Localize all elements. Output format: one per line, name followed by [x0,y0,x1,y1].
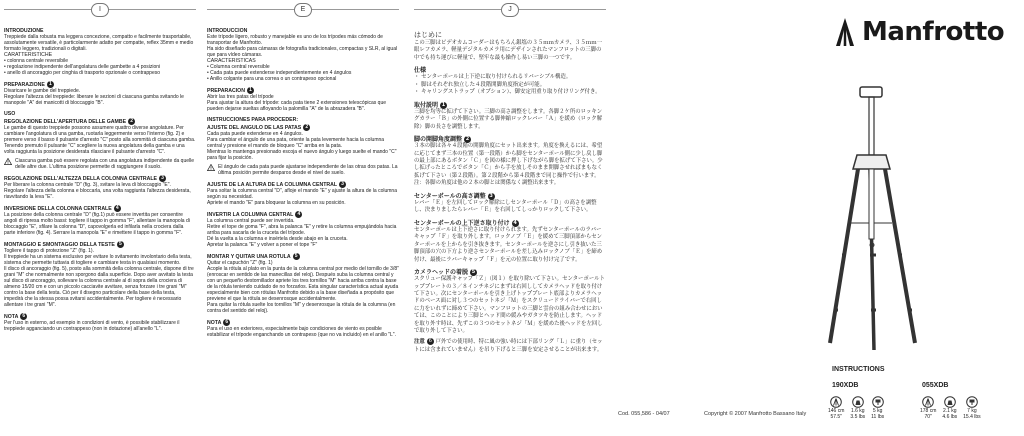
intro-section [207,28,399,82]
cover-panel [612,0,1024,436]
spec-max-height: 146 cm 57.5" [828,396,844,420]
tripod-illustration [812,85,932,360]
section-title: カメラヘッドの着脱 5 [414,268,476,276]
step-number-icon: 6 [223,319,230,326]
model-specs-190xdb [828,396,884,420]
section-title: REGOLAZIONE DELL'APERTURA DELLE GAMBE 2 [4,118,196,125]
step-number-icon: 1 [47,81,54,88]
height-section [414,193,606,215]
manfrotto-logo [832,16,1004,48]
invert-section [4,205,196,236]
step-number-icon: 5 [471,268,476,275]
step-number-icon: 6 [428,338,432,345]
document-code: Cod. 055,586 - 04/07 [618,411,670,417]
section-title: INTRODUCCION [207,28,248,34]
section-title: センターポールの上下逆さ取り付け 4 [414,219,517,227]
step-number-icon: 3 [159,175,166,182]
step-number-icon: 1 [441,101,446,108]
section-text: この三脚はビデオカムコーダーはもちろん銀塩の３５ｍｍカメラ、３５ｍｍ一眼レフカメラ、軽量デジタルカメラ用にデザインされたマンフロットの三脚の中でも持ち運びに軽量で、堅牢な最も操作し易い三脚の一つです。 [414,40,602,61]
section-title: INVERSIONE DELLA COLONNA CENTRALE 4 [4,205,196,212]
weight-icon [852,396,864,408]
section-text: Le gambe di questo treppiede possono assumere quattro diverse angolature. Per cambiare l'angolatura di una gamba, ruotarla leggermente verso l'interno (fig. 2) e premere verso il basso il pulsante d'arresto "C" posto alla sommità di ciascuna gamba. Tenendo premuto il pulsante "C" scegliere la nuova angolatura della gamba e una volta raggiunta la posizione desiderata rilasciare il pulsante d'arresto "C". [4,124,196,155]
section-title: MONTAR Y QUITAR UNA ROTULA 5 [207,253,399,260]
section-title: はじめに [414,31,442,39]
section-text: Para soltar la columna central "D", afloje el mando "E" y ajuste la altura de la columna según su necesidad. Apriete el mando "E" para bloquear la columna en su posición. [207,187,397,206]
section-text: センターポールは上下逆さに取り付けられます。先ずセンターポールのラバーキャップ「Ｆ」を取り外します。ロックノブ「Ｅ」を緩めて三脚頂部からセンターポールを上からを引き抜きます。センターポールを逆さにし引き抜いた三脚頂部の穴の下方より逆さセンターポールを差し込みロックノブ「Ｅ」を締め付け、最後にラバーキャップ「Ｆ」を元の位置に取り付け完了です。 [414,226,603,263]
instructions-label: INSTRUCTIONS [832,366,885,373]
invert-section [414,220,606,264]
prep-section [414,102,606,131]
warning-note: Ciascuna gamba può essere regolata con una angolatura indipendente da quelle delle altre due. L'ultima posizione permette di raggiungere il suolo. [4,158,196,170]
section-title: INVERTIR LA COLUMNA CENTRAL 4 [207,211,399,218]
section-title: USO [4,111,16,118]
model-name: 055XDB [922,382,949,389]
mount-section [414,269,606,335]
max-height-icon [830,396,842,408]
language-badge: E [294,3,312,17]
height-section [4,175,196,200]
step-number-icon: 2 [465,136,470,143]
language-badge: J [501,3,519,17]
weight-icon [944,396,956,408]
load-capacity-icon [966,396,978,408]
section-text: Per l'uso in esterno, ad esempio in condizioni di vento, è possibile stabilizzare il treppiede agganciando un contrappeso (non in dotazione) all'anello "L". [4,320,180,333]
section-text: 注意 6 戸外での使用時、特に風の強い時には下部リング「Ｌ」に重り（セットには含まれていません）を吊り下げると三脚を安定させることが出来ます。 [414,338,603,353]
section-text: Para el uso en exteriores, especialmente bajo condiciones de viento es posible estabilizar el trípode enganchando un contrapeso (que no va incluido) en el anillo "L". [207,326,396,339]
japanese-column [410,0,610,436]
section-title: 取付説明 1 [414,101,446,109]
language-badge: I [91,3,109,17]
note-section [4,313,196,332]
manfrotto-tripod-logo-icon [832,16,858,48]
step-number-icon: 3 [489,192,493,199]
spanish-column [203,0,403,436]
warning-icon [4,158,12,165]
language-header-es [207,0,399,18]
section-title: PREPARACION 1 [207,87,399,94]
section-text: Per liberare la colonna centrale "D" (fig. 3), svitare la leva di bloccaggio "E". Regolare l'altezza della colonna e bloccarla, una volta raggiunta l'altezza desiderata, riavvitando la leva "E". [4,181,191,200]
spec-load-capacity: 7 kg 15.4 lbs [963,396,981,420]
spec-max-height: 178 cm 70" [920,396,936,420]
section-text: Quitar el capuchón "Z" (fig. 1) Acople la rótula al plato en la punta de la columna central por medio del tornillo de 3/8" (enroscar en sentido de las manecillas del reloj). Después suba la columna central y con un pequeño destornillador apriete los tres tornillos "M" hacia arriba contra la base de la rótula teniendo cuidado de no forzarlos. Esta singular característica actual ayuda especialmente bien con rótulas Manfrotto debido a la base diseñada a propósito que previene el que la rótula se desenrosque accidentalmente. Para quitar la rótula suelte los tornillos "M" y desenrosque la rótula de la columna (en contra del sentido del reloj). [207,260,399,314]
invert-section [207,211,399,248]
height-section [207,181,399,206]
section-text: Abrir las tres patas del trípode Para ajustar la altura del trípode: cada pata tiene 2 extensiones telescópicas que pueden dejarse sueltas afloyando la palomilla "A" de la abrazadera "B". [207,94,387,113]
load-capacity-icon [872,396,884,408]
section-text: Togliere il tappo di protezione "Z" (fig. 1). Il treppiede ha un sistema esclusivo per evitare lo svitamento involontario della testa, sistema che permette tuttavia di togliere e cambiare testa in qualsiasi momento. Il disco di ancoraggio (fig. 5), posto alla sommità della colonna centrale, dispone di tre grani "M" che normalmente non sporgono dalla superficie. Dopo aver avvitato la testa sul disco di ancoraggio, sollevare la colonna centrale al di sopra della crociera di almeno 15/20 cm e con un piccolo cacciavite avvitare, senza forzare i tre grani "M" contro la base della testa. Ciò per il disegno particolare della base della testa, impedirà che la stessa possa svitarsi accidentalmente. Per togliere è necessario allentare i tre grani "M". [4,248,194,308]
feature-item: • Anillo colgante para una correa o un contrapeso opcional [207,76,337,83]
section-title: AJUSTE DE LA ALTURA DE LA COLUMNA CENTRAL 3 [207,181,399,188]
intro-section [4,28,196,76]
section-text: La posizione della colonna centrale "D" (fig.1) può essere invertita per consentire angoli di ripresa molto bassi: togliere il tappo in gomma "F", allentare la manopola di bloccaggio "E", sfilare la colonna "D", capovolgerla ed infilarla nella crociera dalla parte inferiore (fig. 4). Serrare la manopola "E" e rimettere il tappo in gomma "F". [4,211,190,236]
spec-weight: 1.6 kg 3.5 lbs [850,396,865,420]
feature-item: ・ センターポールは上下逆に取り付けられるリバーシブル構造。 [414,74,572,81]
section-title: センターポールの高さ調整 3 [414,192,493,200]
angle-section [207,117,399,175]
section-title: INTRODUZIONE [4,28,44,34]
section-title: MONTAGGIO E SMONTAGGIO DELLA TESTE 5 [4,241,196,248]
feature-item: • regolazione indipendente dell'angolatura delle gambette a 4 posizioni [4,64,161,71]
feature-item: ・ 脚はそれぞれ独立した４段階開脚角度指定が可能。 [414,81,546,88]
spec-weight: 2.1 kg 4.6 lbs [942,396,957,420]
features-title: CARATTERISTICHE [4,52,53,59]
spec-load-capacity: 5 kg 11 lbs [871,396,884,420]
step-number-icon: 3 [339,181,346,188]
feature-item: • anello di ancoraggio per cinghia di trasporto opzionale o contrappeso [4,70,161,77]
note-section [207,319,399,338]
section-text: Divaricare le gambe del treppiede. Regolare l'altezza del treppiede: liberare le sezioni di ciascuna gamba svitando le manopole "A" dei manicotti di bloccaggio "B". [4,88,184,107]
section-title: 仕様 [414,67,427,75]
features-title: CARACTERISTICAS [207,58,256,65]
max-height-icon [922,396,934,408]
section-text: Cada pata puede extenderse en 4 ángulos. Para cambiar el ángulo de una pata, oriente la pata levemente hacia la columna central y presione el mando de bloqueo "C" arriba en la pata. Mientras lo mantenga presionado escoja el nuevo ángulo y luego suelte el mando "C" para fijar la posición. [207,130,397,161]
step-number-icon: 5 [117,241,124,248]
feature-item: • Cada pata puede extenderse independientemente en 4 ángulos [207,70,352,77]
angle-section [4,111,196,169]
step-number-icon: 4 [295,211,302,218]
model-name: 190XDB [832,382,859,389]
mount-section [4,241,196,308]
note-section [414,338,606,354]
brand-name: Manfrotto [862,17,1005,47]
section-text: ３本の脚は各々４段階の開脚角度にセット出来ます。角度を換えるには、希望に応じてまず三本の位置（第一段階）から脚をセンターポール側に少し戻し脚の最上部にあるボタン「Ｃ」を図の様に押し下げながら脚を拡げて下さい。少し拡げったところでボタン「Ｃ」から手を放しそのまま開脚させればまもなく拡げて下さい（第２段階）。第２段階から第４段階まで同じ操作で行います。 注：各脚の角度は他の２本の脚とは関係なく調整出来ます。 [414,143,603,187]
prep-section [207,87,399,112]
section-text: Treppiede dalla robusta ma leggera concezione, compatto e facilmente trasportabile, assolutamente versatile, è particolarmente adatto per compatte, reflex 35mm e medio formato leggero, tradizionali o digitali. [4,34,194,53]
copyright-notice: Copyright © 2007 Manfrotto Bassano Italy [704,411,807,417]
section-title: REGOLAZIONE DELL'ALTEZZA DELLA COLONNA CENTRALE 3 [4,175,196,182]
step-number-icon: 1 [247,87,254,94]
step-number-icon: 4 [513,219,517,226]
section-title: NOTA 6 [4,313,196,320]
language-header-it [4,0,196,18]
section-text: レバー「Ｅ」を左回してロック解除にしセンターポール「Ｄ」の高さを調整し、決まりましたらレバー「Ｅ」を右回してしっかりロックして下さい。 [414,199,597,214]
step-number-icon: 4 [114,205,121,212]
features-section [414,67,606,96]
step-number-icon: 2 [303,124,310,131]
warning-note: El ángulo de cada pata puede ajustarse independiente de las otras dos patas. La última posición permite desparos desde el nivel de suelo. [207,164,399,176]
mount-section [207,253,399,314]
feature-item: ・ キャリングストラップ（オプション）、御安定用重り取り付けリング付き。 [414,89,601,96]
feature-item: • colonna centrale reversibile [4,58,69,65]
section-title: NOTA 6 [207,319,399,326]
step-number-icon: 6 [20,313,27,320]
step-number-icon: 5 [293,253,300,260]
section-text: Este trípode ligero, robusto y manejable es uno de los trípodes más cómodo de transportar de Manfrotto. Ha sido diseñado para cámaras de fotografía tradicionales, compactas y SLR, al igual que para vídeo cámaras. [207,34,398,59]
model-specs-055xdb [920,396,981,420]
step-number-icon: 2 [128,118,135,125]
prep-section [4,81,196,106]
section-text: La columna central puede ser invertida. Retire el tope de goma "F", abra la palanca "E" y retire la columna empujándola hacia arriba para sacarla de la cruceta del trípode. Dé la vuelta a la columna e insértela desde abajo en la cruceta. Apretar la palanca "E" y volver a poner el tope "F" [207,217,397,248]
feature-item: • Columna central reversible [207,64,270,71]
section-title: AJUSTE DEL ANGULO DE LAS PATAS 2 [207,124,399,131]
angle-section [414,136,606,188]
italian-column [0,0,200,436]
section-title: 脚の開脚角度調整 2 [414,136,470,144]
section-title: INSTRUCCIONES PARA PROCEDER: [207,117,299,124]
language-header-jp [414,0,606,18]
section-text: 三脚を均等に拡げて下さい。三脚の高さ調整をします。各脚２ケ所のロッキングカラー「Ｂ」の外側に位置する脚伸縮ロックレバー「Ａ」を緩め（ロック解除）脚の長さを調整します。 [414,108,603,130]
section-text: スクリュー保護キャップ「Ｚ」（図１）を取り除いて下さい。センターポールトッププレートの３／８インチネジにまずは右回ししてカメラヘッドを取り付けて下さい。次にセンターポールを引き上げトッププレート底部よりカメラヘッドのベース面に対し３つのセットネジ「Ｍ」をスクリュードライバーで右回しに力をいれずに締めて下さい。マンフロットの三脚と雲台の組み合わせにおいては、このことにより三脚とヘッド間の緩みやガタツキを防止します。ヘッドを取り外す時は、先ずこの３つのセットネジ「Ｍ」を緩めた後ヘッドを左回しで取り外して下さい。 [414,276,605,334]
warning-icon [207,164,215,171]
section-title: PREPARAZIONE 1 [4,81,196,88]
